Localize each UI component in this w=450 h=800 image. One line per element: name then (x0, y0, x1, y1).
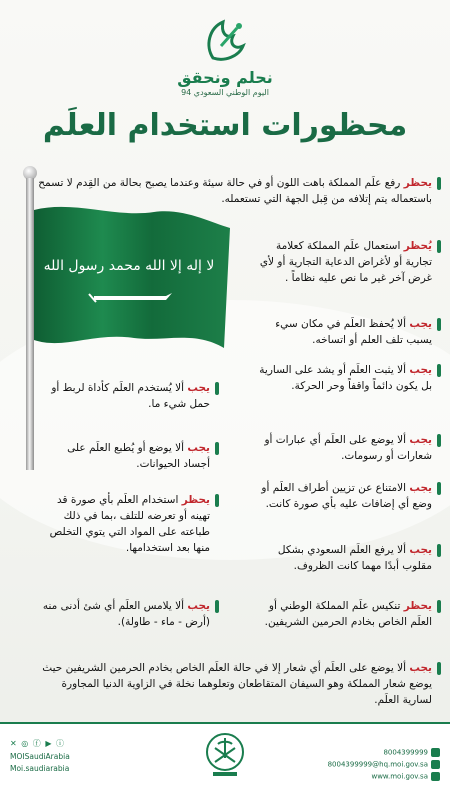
rule-item-8 (247, 480, 432, 512)
footer (0, 722, 450, 800)
email-contact[interactable] (328, 760, 440, 769)
phone-number: 8004399999 (383, 748, 428, 757)
logo-subtitle: اليوم الوطني السعودي 94 (181, 88, 269, 97)
rule-item-13 (32, 660, 432, 708)
item-marker (437, 318, 441, 331)
rule-text: تنكيس علَم المملكة الوطني أو العلَم الخاص بخادم الحرمين الشريفين. (264, 600, 432, 628)
rule-keyword: يجب (187, 600, 210, 612)
website-contact[interactable] (371, 772, 440, 781)
rule-text: ألا يُستخدم العلَم كأداة لربط أو حمل شيء ما. (51, 382, 210, 410)
rule-item-7 (40, 440, 210, 472)
youtube-icon[interactable]: ▶ (45, 739, 53, 748)
rule-item-6 (247, 432, 432, 464)
rule-keyword: يجب (409, 364, 432, 376)
rule-item-4 (247, 362, 432, 394)
rule-item-2 (247, 238, 432, 286)
instagram-icon[interactable]: ◎ (21, 739, 30, 748)
item-marker (437, 434, 441, 447)
rule-text: ألا يوضع أو يُطبع العلَم على أجساد الحيوانات. (67, 442, 210, 470)
national-day-logo (0, 8, 450, 98)
rule-keyword: يجب (409, 482, 432, 494)
item-marker (437, 177, 441, 190)
linkedin-icon[interactable]: ⓘ (56, 739, 66, 748)
rule-item-3 (247, 316, 432, 348)
rule-text: ألا يوضع على العلَم أي شعار إلا في حالة العلَم الخاص بخادم الحرمين الشريفين حيث يوضع شعار المملكة وهو السيفان المتقاطعان وتعلوهما نخلة في الزاوية الدنيا المجاورة لسارية العلَم. (42, 662, 432, 706)
rule-text: ألا يلامس العلَم أي شئ أدنى منه (أرض - ماء - طاولة). (42, 600, 210, 628)
rule-text: استخدام العلَم بأي صورة قد تهينه أو تعرضه للتلف ،بما في ذلك طباعته على المواد التي يتوي التخلص منها بعد استخدامها. (49, 494, 210, 554)
phone-contact[interactable] (383, 748, 440, 757)
facebook-icon[interactable]: ⓕ (32, 739, 42, 748)
email-address: 8004399999@hq.moi.gov.sa (327, 760, 428, 769)
rule-item-12 (247, 598, 432, 630)
rule-item-9 (40, 492, 210, 556)
item-marker (437, 544, 441, 557)
item-marker (437, 482, 441, 495)
rule-keyword: يجب (409, 544, 432, 556)
rule-keyword: يجب (409, 318, 432, 330)
social-icons-row (10, 738, 65, 749)
rule-keyword: يُحظر (403, 240, 432, 252)
rule-keyword: يحظر (403, 600, 432, 612)
twitter-icon[interactable]: ✕ (10, 739, 18, 748)
rule-text: ألا يوضع على العلَم أي عبارات أو شعارات أو رسومات. (264, 434, 432, 462)
saudi-flag-image (34, 200, 230, 350)
item-marker (437, 600, 441, 613)
rule-text: ألا يُحفظ العلَم في مكان سيء يسبب تلف العلم أو اتساخه. (275, 318, 432, 346)
rule-keyword: يحظر (403, 177, 432, 189)
item-marker (215, 442, 219, 455)
rule-keyword: يجب (409, 662, 432, 674)
page-title: محظورات استخدام العلَم (42, 108, 408, 143)
website-url: www.moi.gov.sa (371, 772, 428, 781)
rule-item-11 (40, 598, 210, 630)
rule-keyword: يجب (409, 434, 432, 446)
snapchat-handle[interactable]: Moi.saudiarabia (10, 764, 70, 773)
email-icon (431, 760, 440, 769)
rule-keyword: يجب (187, 442, 210, 454)
rule-keyword: يحظر (181, 494, 210, 506)
rule-text: استعمال علَم المملكة كعلامة تجارية أو لأغراض الدعاية التجارية أو لأي غرض آخر غير ما نص عليه نظاماً . (259, 240, 432, 284)
flagpole (26, 178, 34, 470)
rule-item-5 (40, 380, 210, 412)
rule-text: رفع علَم المملكة باهت اللون أو في حالة سيئة وعندما يصبح بحالة من القِدم لا تسمح باستعماله يتم إتلافه من قِبل الجهة التي تستعمله. (38, 177, 432, 205)
twitter-handle[interactable]: MOISaudiArabia (10, 752, 70, 761)
item-marker (437, 662, 441, 675)
rule-item-1 (32, 175, 432, 207)
item-marker (437, 364, 441, 377)
ministry-emblem (205, 732, 245, 778)
national-day-logo-mark (195, 16, 255, 64)
item-marker (215, 600, 219, 613)
rule-text: ألا يثبت العلَم أو يشد على السارية بل يكون دائماً واقفاً وحر الحركة. (259, 364, 432, 392)
flag-shahada-text: لا إله إلا الله محمد رسول الله (43, 258, 215, 274)
logo-text: نحلم ونحقق (177, 68, 273, 87)
rule-text: ألا يرفع العلَم السعودي بشكل مقلوب أبدًا مهما كانت الظروف. (277, 544, 432, 572)
item-marker (215, 382, 219, 395)
globe-icon (431, 772, 440, 781)
item-marker (437, 240, 441, 253)
phone-icon (431, 748, 440, 757)
rule-keyword: يجب (187, 382, 210, 394)
rule-text: الامتناع عن تزيين أطراف العلَم أو وضع أي إضافات عليه بأي صورة كانت. (261, 482, 432, 510)
rule-item-10 (247, 542, 432, 574)
item-marker (215, 494, 219, 507)
